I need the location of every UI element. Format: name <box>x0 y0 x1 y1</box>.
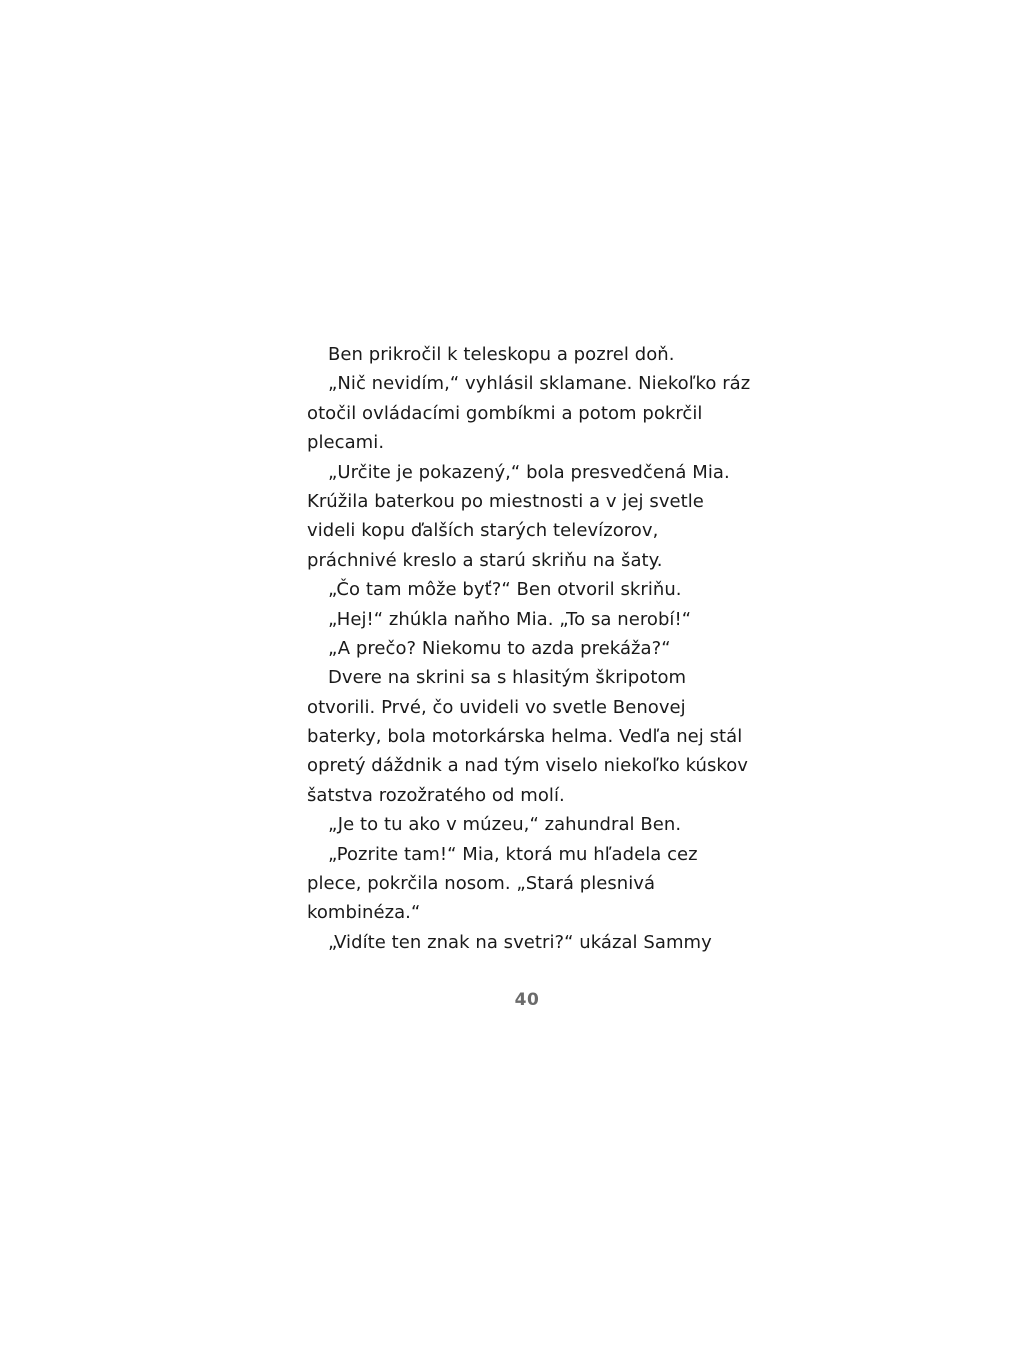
text-line: Krúžila baterkou po miestnosti a v jej svetle <box>307 490 704 512</box>
page-number: 40 <box>514 990 540 1010</box>
text-line: kombinéza.“ <box>307 902 421 924</box>
text-line: otvorili. Prvé, čo uvideli vo svetle Benovej <box>307 696 686 718</box>
text-line: videli kopu ďalších starých televízorov, <box>307 520 659 542</box>
text-line: „Určite je pokazený,“ bola presvedčená Mia. <box>328 461 730 483</box>
text-line: opretý dáždnik a nad tým viselo niekoľko kúskov <box>307 755 748 777</box>
text-line: „Nič nevidím,“ vyhlásil sklamane. Niekoľko ráz <box>328 373 751 395</box>
text-line: „Je to tu ako v múzeu,“ zahundral Ben. <box>328 814 682 836</box>
text-line: šatstva rozožratého od molí. <box>307 784 565 806</box>
text-line: práchnivé kreslo a starú skriňu na šaty. <box>307 549 663 571</box>
text-line: „Hej!“ zhúkla naňho Mia. „To sa nerobí!“ <box>328 608 692 630</box>
text-line: Dvere na skrini sa s hlasitým škripotom <box>328 667 687 689</box>
text-line: „A prečo? Niekomu to azda prekáža?“ <box>328 637 671 659</box>
body-text <box>307 340 751 957</box>
text-line: „Čo tam môže byť?“ Ben otvoril skriňu. <box>328 579 682 601</box>
text-line: Ben prikročil k teleskopu a pozrel doň. <box>328 344 675 365</box>
text-line: otočil ovládacími gombíkmi a potom pokrčil <box>307 402 703 424</box>
text-line: plecami. <box>307 432 385 454</box>
text-line: „Pozrite tam!“ Mia, ktorá mu hľadela cez <box>328 843 698 865</box>
text-line: „Vidíte ten znak na svetri?“ ukázal Sammy <box>328 931 712 953</box>
text-line: baterky, bola motorkárska helma. Vedľa nej stál <box>307 726 743 748</box>
text-line: plece, pokrčila nosom. „Stará plesnivá <box>307 873 656 895</box>
